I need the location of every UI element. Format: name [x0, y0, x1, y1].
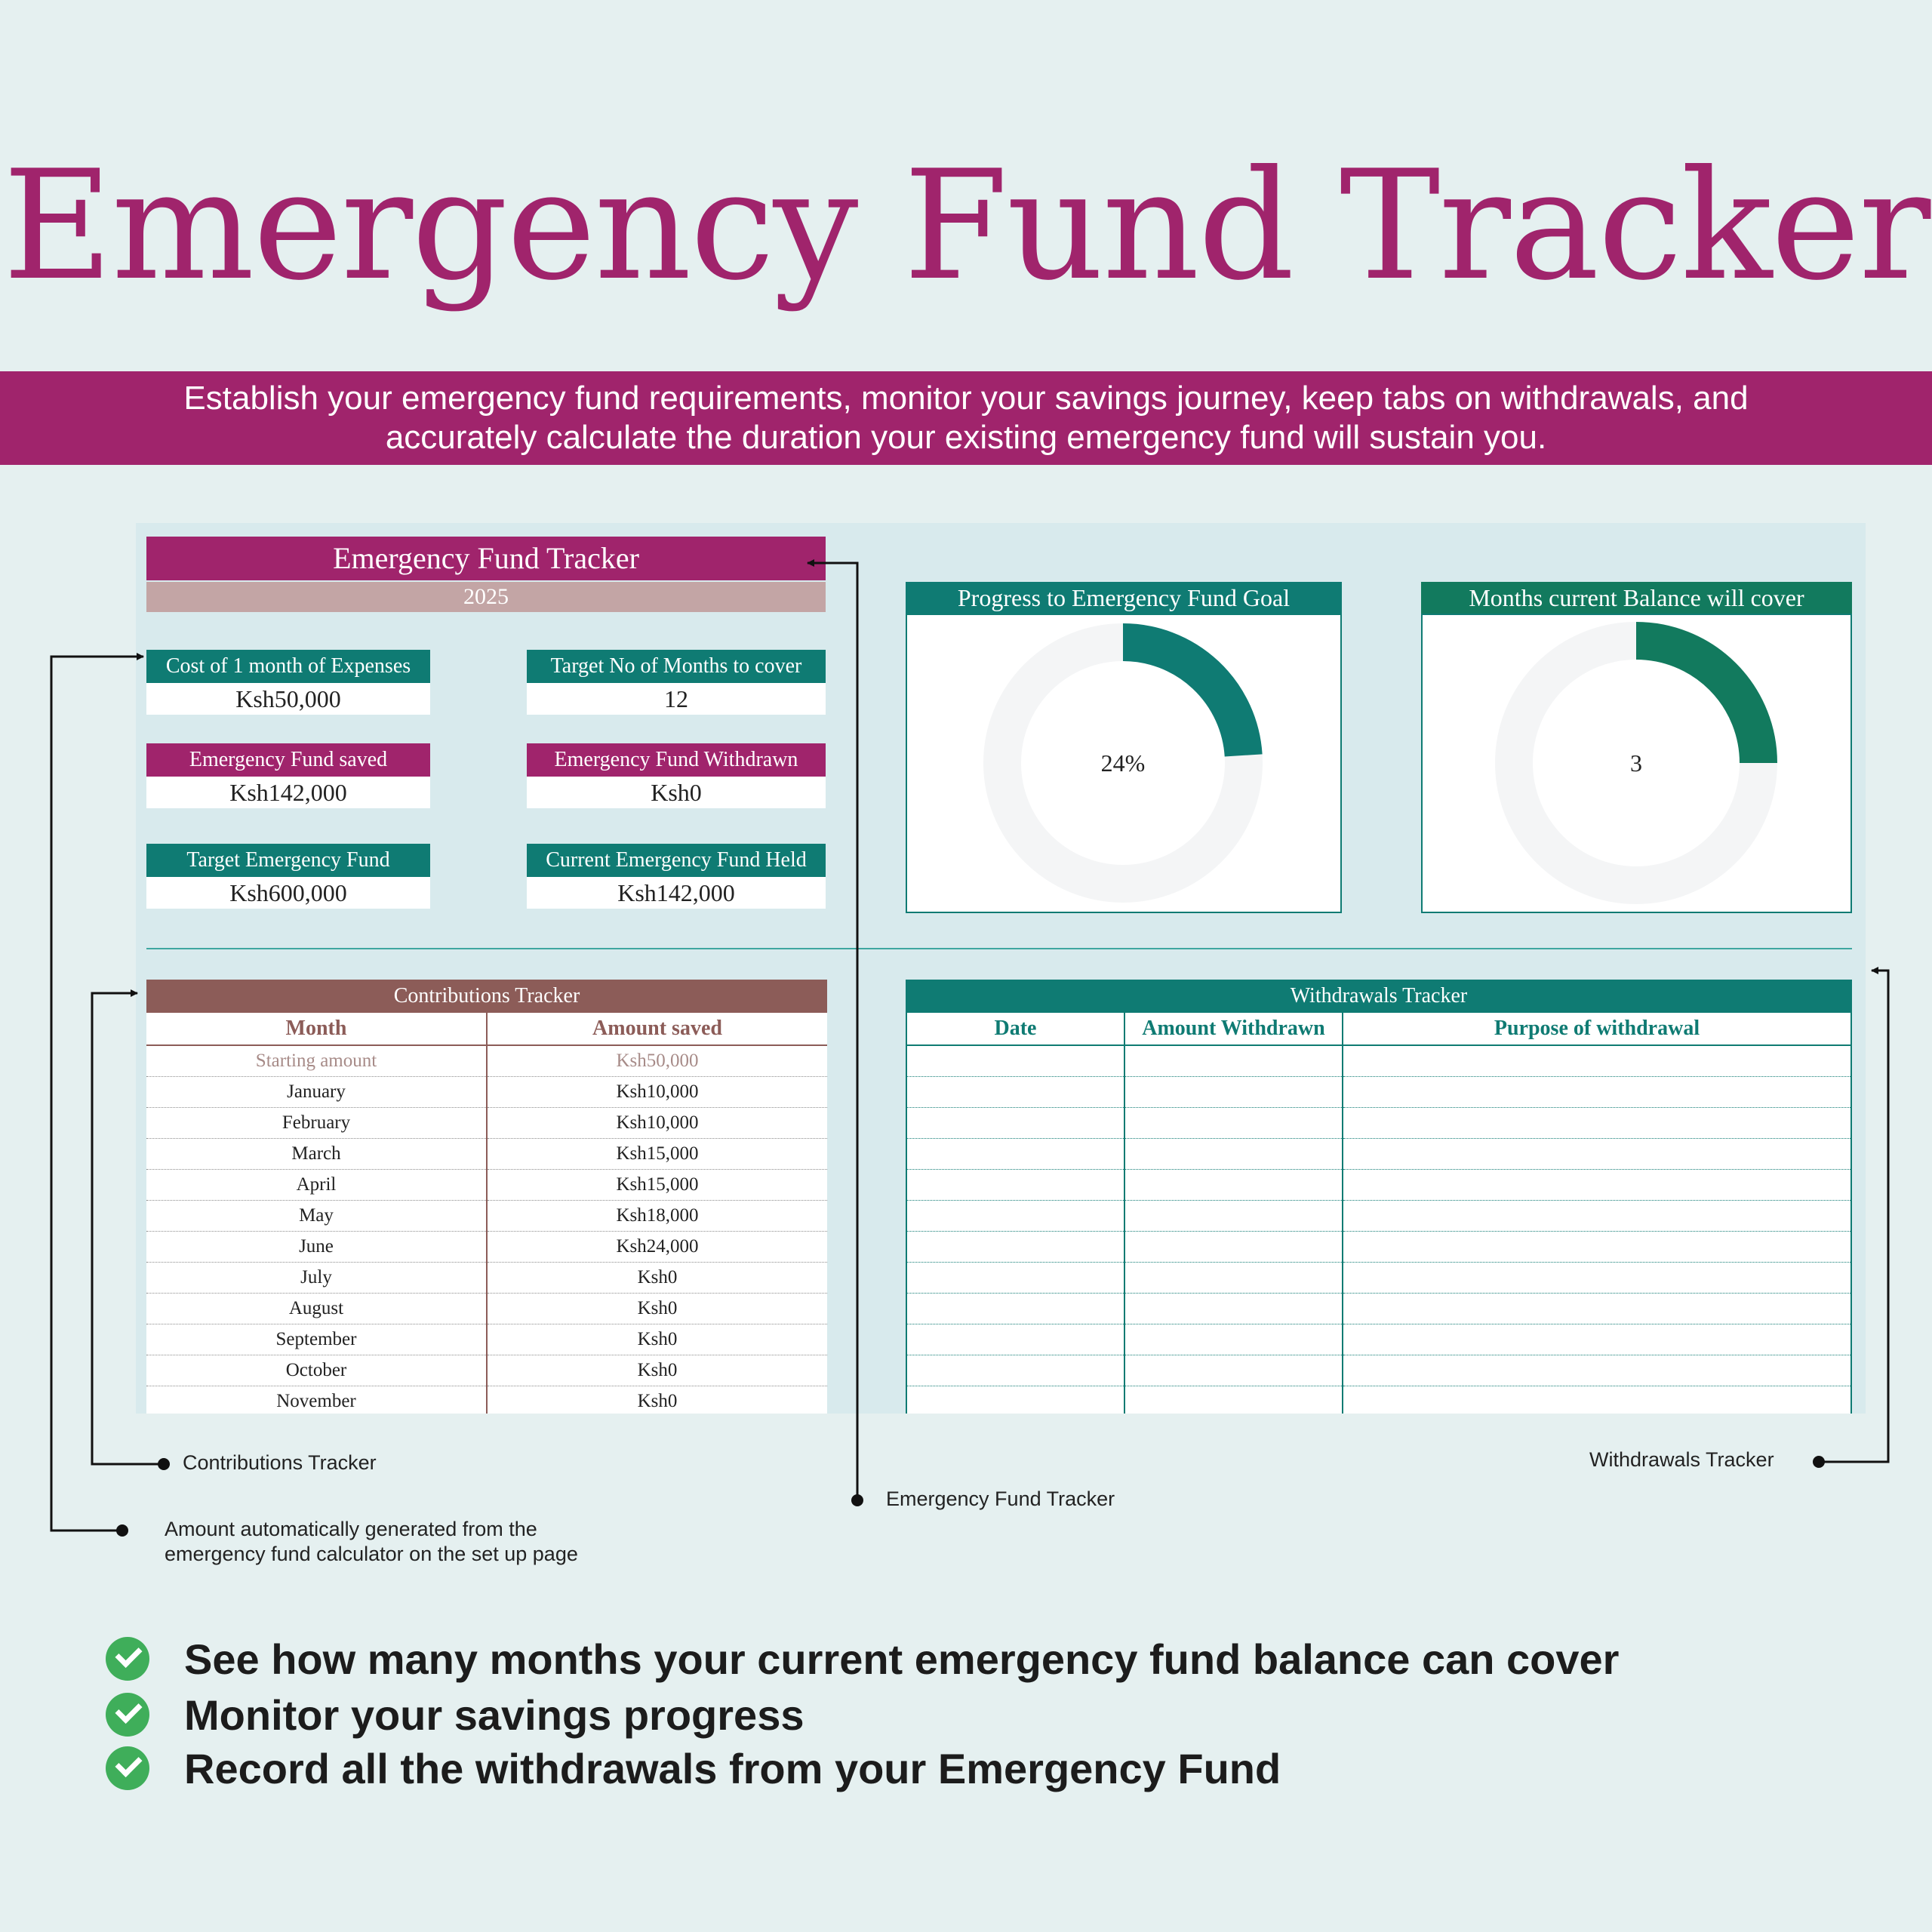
month-cell[interactable]: January [146, 1077, 487, 1108]
subtitle-line-2: accurately calculate the duration your existing emergency fund will sustain you. [385, 419, 1547, 456]
month-cell[interactable]: March [146, 1139, 487, 1170]
amount-cell[interactable]: Ksh10,000 [487, 1108, 827, 1139]
card-value[interactable]: Ksh50,000 [146, 683, 430, 715]
card-label: Cost of 1 month of Expenses [146, 650, 430, 683]
connector-auto-amount [51, 657, 143, 1531]
connector-tracker [808, 563, 857, 1500]
amount-cell[interactable]: Ksh10,000 [487, 1077, 827, 1108]
months-chart-title: Months current Balance will cover [1421, 582, 1852, 614]
connector-withdrawals [1819, 971, 1888, 1462]
progress-donut-label: 24% [1100, 749, 1146, 777]
card-label: Target Emergency Fund [146, 844, 430, 877]
month-cell[interactable]: October [146, 1355, 487, 1386]
annotation-contributions: Contributions Tracker [183, 1451, 377, 1474]
feature-text: Monitor your savings progress [184, 1690, 804, 1739]
month-cell[interactable]: November [146, 1386, 487, 1414]
check-circle-icon [106, 1637, 149, 1681]
column-header-purpose: Purpose of withdrawal [1343, 1013, 1850, 1045]
column-header-date: Date [907, 1013, 1124, 1045]
subtitle-line-1: Establish your emergency fund requirements, monitor your savings journey, keep tabs on withdrawals, and [183, 380, 1749, 417]
feature-text: Record all the withdrawals from your Emergency Fund [184, 1744, 1281, 1792]
feature-text: See how many months your current emergency fund balance can cover [184, 1635, 1620, 1683]
card-value[interactable]: 12 [527, 683, 826, 715]
amount-cell[interactable]: Ksh15,000 [487, 1139, 827, 1170]
column-header-month: Month [146, 1013, 487, 1045]
feature-item-2 [106, 1687, 804, 1742]
check-circle-icon [106, 1693, 149, 1737]
feature-item-3 [106, 1741, 1281, 1795]
card-label: Emergency Fund saved [146, 743, 430, 777]
card-value: Ksh0 [527, 777, 826, 808]
card-value: Ksh142,000 [146, 777, 430, 808]
card-value: Ksh142,000 [527, 877, 826, 909]
column-header-amount-withdrawn: Amount Withdrawn [1124, 1013, 1343, 1045]
month-cell[interactable]: Starting amount [146, 1045, 487, 1077]
card-label: Target No of Months to cover [527, 650, 826, 683]
month-cell[interactable]: July [146, 1263, 487, 1294]
connector-contributions [92, 993, 164, 1464]
amount-cell[interactable]: Ksh15,000 [487, 1170, 827, 1201]
amount-cell[interactable]: Ksh0 [487, 1386, 827, 1414]
month-cell[interactable]: April [146, 1170, 487, 1201]
page-title: Emergency Fund Tracker [2, 138, 1930, 314]
annotation-auto-amount [165, 1517, 578, 1567]
progress-chart-title: Progress to Emergency Fund Goal [906, 582, 1342, 614]
amount-cell[interactable]: Ksh0 [487, 1263, 827, 1294]
card-value: Ksh600,000 [146, 877, 430, 909]
feature-item-1 [106, 1632, 1619, 1686]
month-cell[interactable]: June [146, 1232, 487, 1263]
column-header-amount-saved: Amount saved [487, 1013, 827, 1045]
tracker-year: 2025 [146, 582, 826, 612]
amount-cell[interactable]: Ksh24,000 [487, 1232, 827, 1263]
amount-cell[interactable]: Ksh0 [487, 1324, 827, 1355]
month-cell[interactable]: September [146, 1324, 487, 1355]
tracker-header: Emergency Fund Tracker [146, 537, 826, 580]
annotation-auto-line-2: emergency fund calculator on the set up page [165, 1543, 578, 1565]
month-cell[interactable]: August [146, 1294, 487, 1324]
month-cell[interactable]: May [146, 1201, 487, 1232]
contributions-title: Contributions Tracker [146, 980, 827, 1013]
amount-cell[interactable]: Ksh50,000 [487, 1045, 827, 1077]
annotation-auto-line-1: Amount automatically generated from the [165, 1518, 537, 1540]
card-label: Emergency Fund Withdrawn [527, 743, 826, 777]
withdrawals-title: Withdrawals Tracker [907, 980, 1850, 1013]
amount-cell[interactable]: Ksh18,000 [487, 1201, 827, 1232]
amount-cell[interactable]: Ksh0 [487, 1355, 827, 1386]
card-label: Current Emergency Fund Held [527, 844, 826, 877]
annotation-tracker: Emergency Fund Tracker [886, 1487, 1115, 1510]
check-circle-icon [106, 1746, 149, 1790]
month-cell[interactable]: February [146, 1108, 487, 1139]
annotation-withdrawals: Withdrawals Tracker [1589, 1448, 1774, 1471]
months-donut-label: 3 [1630, 749, 1642, 777]
amount-cell[interactable]: Ksh0 [487, 1294, 827, 1324]
